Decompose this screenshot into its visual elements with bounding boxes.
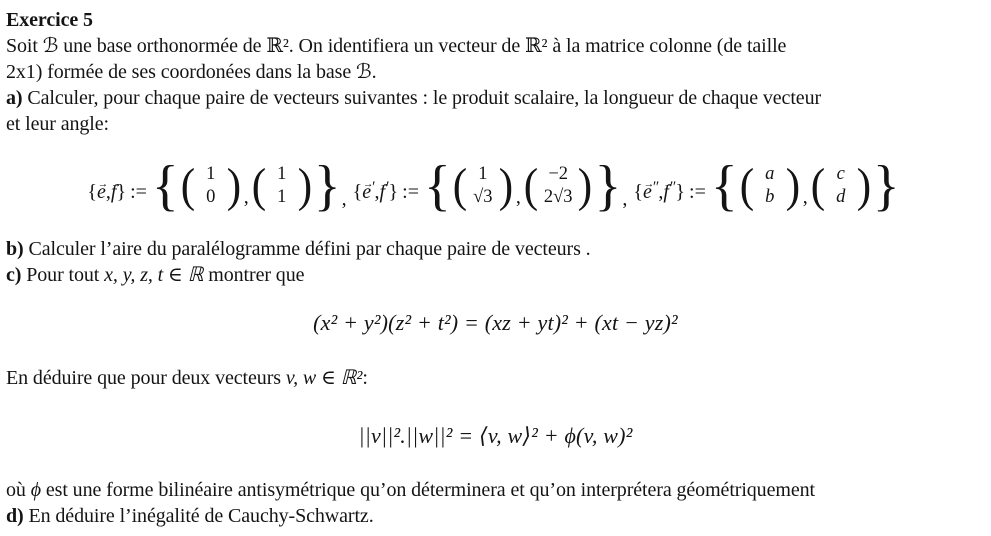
prime-mark: ″ xyxy=(668,179,676,197)
big-open-brace: { xyxy=(710,155,738,217)
item-a-label: a) xyxy=(6,87,23,109)
entry-top: a xyxy=(765,163,775,184)
open-brace: { xyxy=(352,180,363,203)
item-c-math: x, y, z, t ∈ ℝ xyxy=(104,264,204,286)
column-vector xyxy=(739,159,801,212)
vector-pair-ef-prime xyxy=(352,155,631,217)
identity-formula: (x² + y²)(z² + t²) = (xz + yt)² + (xt − yz)² xyxy=(313,310,678,335)
column-vector xyxy=(810,159,872,212)
big-open-paren: ( xyxy=(180,159,195,212)
separator-comma: , xyxy=(622,188,628,210)
intro-line-2: 2x1) formée de ses coordonées dans la base ℬ. xyxy=(6,61,377,83)
big-open-paren: ( xyxy=(523,159,539,212)
vector-entries xyxy=(539,163,578,209)
vector-e-prime: e → xyxy=(362,179,371,205)
open-brace: { xyxy=(87,180,97,203)
close-brace: } xyxy=(388,180,399,203)
column-vector xyxy=(251,159,313,212)
prime-mark: ′ xyxy=(371,179,375,197)
assign-symbol: := xyxy=(130,180,147,203)
vector-entries xyxy=(755,163,785,209)
item-c-line xyxy=(6,262,985,288)
big-close-paren: ) xyxy=(785,159,800,212)
column-vector xyxy=(523,159,594,212)
big-close-paren: ) xyxy=(578,159,593,212)
vector-f-prime: f → xyxy=(380,179,386,205)
big-close-brace: } xyxy=(313,155,341,217)
big-close-brace: } xyxy=(872,155,900,217)
comma: , xyxy=(515,186,521,208)
vector-f: f → xyxy=(111,179,117,205)
intro-line-1: Soit ℬ une base orthonormée de ℝ². On identifiera un vecteur de ℝ² à la matrice colonne (de taille xyxy=(6,35,787,57)
item-b-label: b) xyxy=(6,238,24,260)
vector-e: e → xyxy=(97,179,106,205)
item-c-post: montrer que xyxy=(203,264,305,286)
big-open-paren: ( xyxy=(452,159,468,212)
entry-top: 1 xyxy=(277,163,287,184)
big-close-brace: } xyxy=(594,155,622,217)
phi-symbol: ϕ xyxy=(30,479,41,501)
where-pre: où xyxy=(6,479,31,501)
big-open-paren: ( xyxy=(810,159,825,212)
close-brace: } xyxy=(675,180,686,203)
entry-bottom: b xyxy=(765,187,775,207)
vector-entries xyxy=(468,163,498,209)
vector-entries xyxy=(196,163,226,209)
vector-entries xyxy=(826,163,856,209)
deduce-post: : xyxy=(362,367,368,389)
item-d-line xyxy=(6,503,985,529)
pair-ef-doubleprime-label xyxy=(633,167,711,205)
entry-bottom: 0 xyxy=(206,187,216,207)
open-brace: { xyxy=(633,180,643,203)
big-close-paren: ) xyxy=(498,159,514,212)
item-c-label: c) xyxy=(6,264,22,286)
display-math-vector-pairs xyxy=(6,150,985,222)
pair-ef-prime-label xyxy=(353,167,424,205)
close-brace: } xyxy=(116,180,127,203)
column-vector xyxy=(180,159,242,212)
comma: , xyxy=(105,180,111,203)
item-a-text-1: Calculer, pour chaque paire de vecteurs suivantes : le produit scalaire, la longueur de chaque vecteur xyxy=(22,87,822,109)
big-close-paren: ) xyxy=(297,159,312,212)
assign-symbol: := xyxy=(402,180,419,203)
comma: , xyxy=(658,180,664,203)
where-line xyxy=(6,477,985,503)
item-a-line-2: et leur angle: xyxy=(6,113,109,135)
big-open-paren: ( xyxy=(251,159,266,212)
entry-top: 1 xyxy=(478,163,488,184)
exercise-title: Exercice 5 xyxy=(6,9,93,31)
where-post: est une forme bilinéaire antisymétrique qu’on déterminera et qu’on interprétera géométriquement xyxy=(40,479,815,501)
entry-bottom: 2√3 xyxy=(543,187,573,207)
entry-bottom: √3 xyxy=(473,187,493,207)
comma: , xyxy=(802,186,808,208)
deduce-line xyxy=(6,365,985,391)
item-d-label: d) xyxy=(6,505,24,527)
big-close-paren: ) xyxy=(856,159,871,212)
column-vector xyxy=(452,159,514,212)
item-b-line xyxy=(6,236,985,262)
big-open-brace: { xyxy=(423,155,451,217)
entry-top: 1 xyxy=(206,163,216,184)
deduce-math: v, w ∈ ℝ² xyxy=(285,367,363,389)
vector-pair-ef xyxy=(87,155,349,217)
comma: , xyxy=(243,186,249,208)
vector-pair-ef-doubleprime xyxy=(633,155,903,217)
item-d-text: En déduire l’inégalité de Cauchy-Schwartz. xyxy=(23,505,374,527)
deduce-pre: En déduire que pour deux vecteurs xyxy=(6,367,286,389)
item-b-text: Calculer l’aire du paralélogramme défini par chaque paire de vecteurs . xyxy=(23,238,591,260)
comma: , xyxy=(374,180,380,203)
item-a-line-1 xyxy=(6,85,985,111)
entry-bottom: 1 xyxy=(277,187,287,207)
prime-mark: ′ xyxy=(385,179,389,197)
big-open-paren: ( xyxy=(739,159,754,212)
entry-bottom: d xyxy=(836,187,846,207)
vector-e-doubleprime: e → xyxy=(643,179,652,205)
separator-comma: , xyxy=(341,188,347,210)
big-open-brace: { xyxy=(151,155,179,217)
entry-top: −2 xyxy=(548,163,568,184)
vector-f-doubleprime: f → xyxy=(663,179,669,205)
prime-mark: ″ xyxy=(651,179,659,197)
big-close-paren: ) xyxy=(226,159,241,212)
vector-entries xyxy=(267,163,297,209)
norms-formula: ||v||².||w||² = ⟨v, w⟩² + ϕ(v, w)² xyxy=(358,423,633,448)
assign-symbol: := xyxy=(689,180,706,203)
entry-top: c xyxy=(836,163,845,184)
pair-ef-label xyxy=(87,167,152,205)
item-c-pre: Pour tout xyxy=(21,264,105,286)
